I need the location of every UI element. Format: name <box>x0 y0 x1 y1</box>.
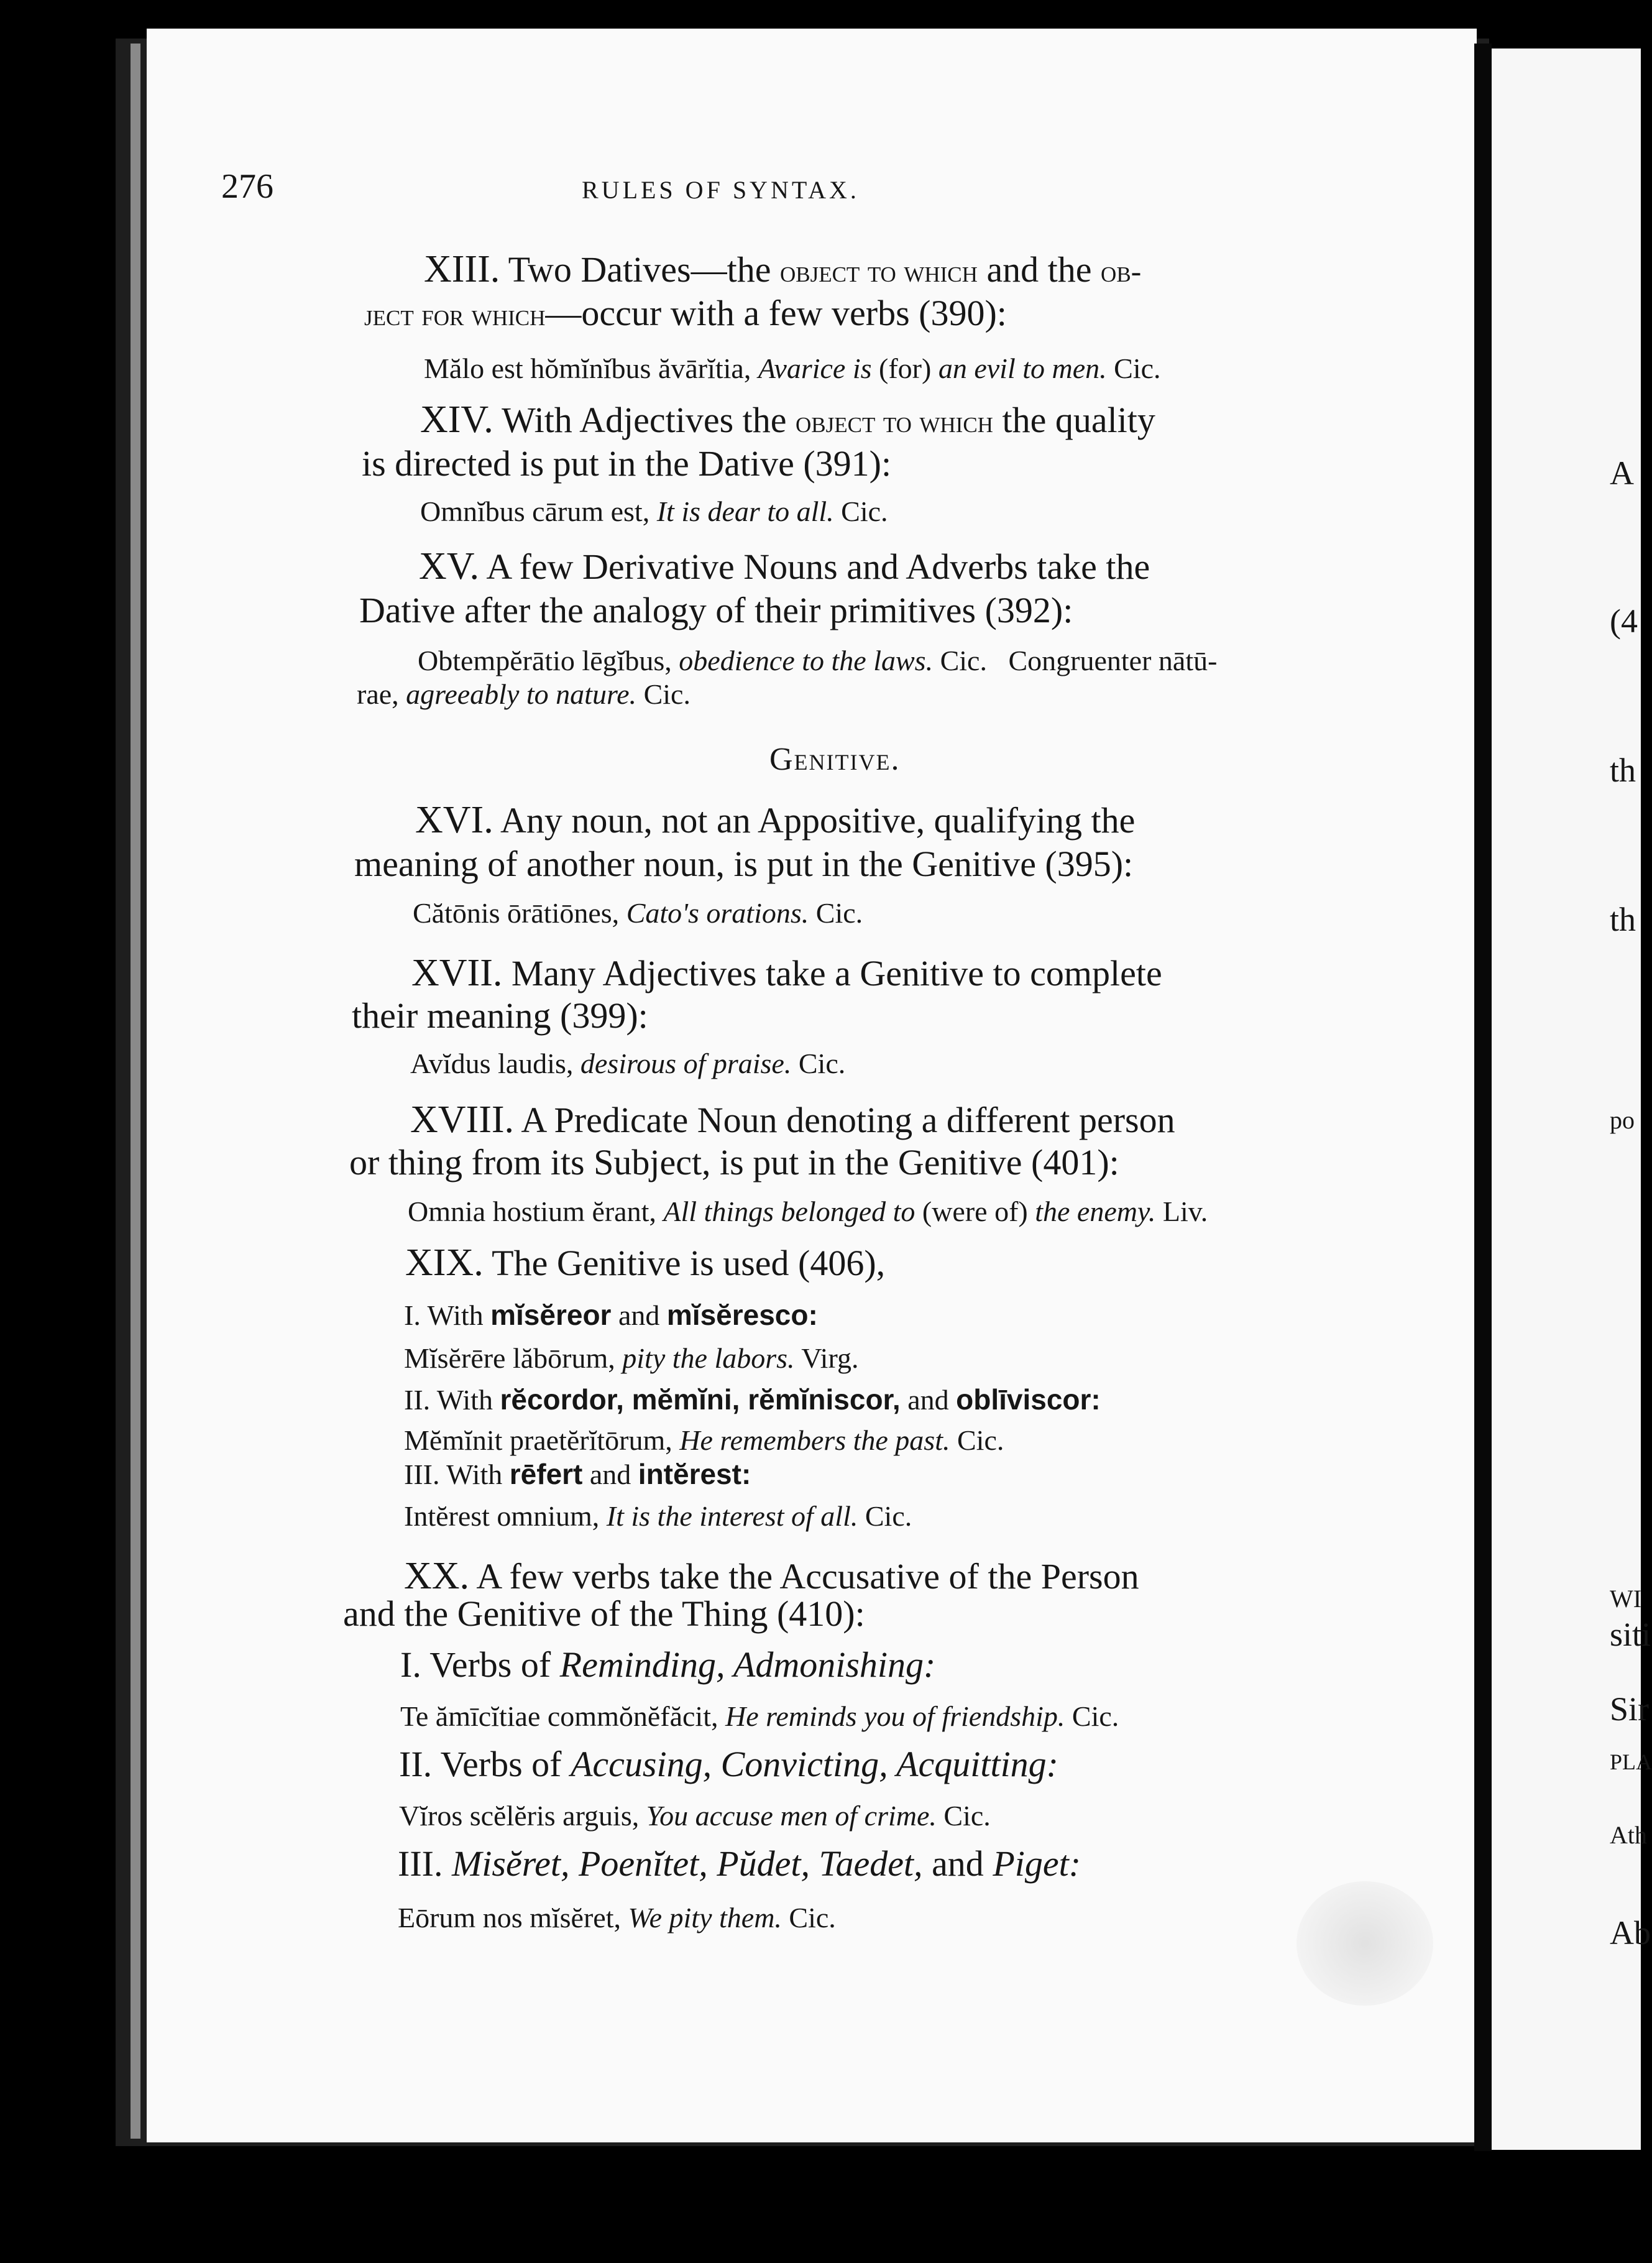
source: Cic. <box>1114 353 1161 384</box>
subrule-italic: Piget: <box>993 1843 1081 1884</box>
source: Cic. <box>957 1424 1004 1456</box>
source: Cic. <box>815 897 863 929</box>
source: Cic. <box>943 1800 991 1832</box>
example-line <box>408 1195 1208 1228</box>
rule-text: With Adjectives the <box>502 400 787 440</box>
latin-example: Avĭdus laudis, <box>410 1048 574 1079</box>
subrule-line <box>399 1743 1058 1785</box>
facing-text: po <box>1610 1106 1635 1134</box>
rule-number: XV. <box>419 545 480 588</box>
latin-example: Eōrum nos mĭsĕret, <box>398 1902 621 1933</box>
rule-number: XX. <box>404 1555 470 1597</box>
latin-example: Te ămīcĭtiae commŏnĕfăcit, <box>400 1700 718 1732</box>
example-line <box>410 1047 845 1080</box>
translation: obedience to the laws. <box>679 645 934 676</box>
rule-line: is directed is put in the Dative (391): <box>362 443 892 484</box>
source: Cic. <box>940 645 987 676</box>
rule-small-caps: ob- <box>1101 254 1142 288</box>
rule-number: XVIII. <box>410 1099 514 1141</box>
subrule-line <box>398 1843 1081 1884</box>
subrule-text: and <box>589 1459 631 1490</box>
example-line <box>404 1424 1004 1457</box>
translation: All things belonged to <box>663 1196 915 1227</box>
rule-text: and the <box>986 249 1092 290</box>
rule-text: A Predicate Noun denoting a different person <box>521 1100 1175 1140</box>
example-line <box>357 678 691 711</box>
source: Liv. <box>1162 1196 1208 1227</box>
subrule-label: II. Verbs of <box>399 1744 562 1784</box>
rule-small-caps: object to which <box>779 254 978 288</box>
rule-line: their meaning (399): <box>352 995 648 1036</box>
subrule-italic: Accusing, Convicting, Acquitting: <box>570 1744 1058 1784</box>
translation: desirous of praise. <box>580 1048 792 1079</box>
example-line <box>400 1700 1119 1733</box>
verb-bold: oblīviscor: <box>956 1383 1101 1416</box>
facing-text: th <box>1610 901 1636 938</box>
rule-line <box>404 1554 1139 1598</box>
example-line <box>404 1342 858 1375</box>
rule-line: meaning of another noun, is put in the Genitive (395): <box>354 844 1134 884</box>
verb-bold: mĭsĕreor <box>490 1299 612 1331</box>
rule-line <box>424 247 1141 292</box>
rule-text: A few Derivative Nouns and Adverbs take the <box>486 546 1150 587</box>
latin-example: Cătōnis ōrātiōnes, <box>413 897 620 929</box>
source: Cic. <box>841 495 888 527</box>
facing-text: th <box>1610 752 1636 789</box>
translation: We pity them. <box>628 1902 782 1933</box>
subrule-label: I. Verbs of <box>400 1644 551 1685</box>
rule-number: XIX. <box>405 1242 484 1284</box>
translation: He remembers the past. <box>679 1424 950 1456</box>
source: Cic. <box>789 1902 836 1933</box>
rule-line <box>410 1098 1175 1142</box>
subrule-line <box>404 1383 1101 1416</box>
rule-line <box>415 798 1135 842</box>
facing-text: (4 <box>1610 602 1638 640</box>
example-line <box>399 1799 991 1832</box>
translation: the enemy. <box>1035 1196 1156 1227</box>
rule-number: XIV. <box>420 399 493 441</box>
verb-bold: rēfert <box>509 1458 583 1490</box>
translation: It is the interest of all. <box>606 1500 858 1532</box>
translation-plain: (were of) <box>922 1196 1028 1227</box>
source: Cic. <box>1072 1700 1119 1732</box>
rule-text: Many Adjectives take a Genitive to complete <box>511 953 1162 993</box>
verb-bold: rĕcordor, mĕmĭni, rĕmĭniscor, <box>500 1383 901 1416</box>
latin-example: rae, <box>357 678 399 710</box>
example-line <box>404 1500 912 1532</box>
latin-example: Omnĭbus cārum est, <box>420 495 650 527</box>
rule-line <box>405 1241 885 1285</box>
example-line <box>413 896 863 929</box>
translation: Avarice is <box>758 353 872 384</box>
subrule-label: I. With <box>404 1299 484 1331</box>
rule-line <box>364 292 1007 334</box>
latin-example: Mĕmĭnit praetĕrĭtōrum, <box>404 1424 672 1456</box>
verb-bold: intĕrest: <box>638 1458 751 1490</box>
latin-example: Intĕrest omnium, <box>404 1500 600 1532</box>
subrule-label: III. With <box>404 1459 503 1490</box>
subrule-line <box>404 1457 751 1491</box>
rule-text: The Genitive is used (406), <box>492 1243 886 1283</box>
translation: It is dear to all. <box>656 495 834 527</box>
example-line <box>424 352 1161 385</box>
rule-text: Any noun, not an Appositive, qualifying the <box>500 800 1136 841</box>
latin-example: Mĭsĕrēre lăbōrum, <box>404 1342 615 1374</box>
subrule-line <box>400 1644 935 1685</box>
facing-text: Ab <box>1610 1914 1651 1952</box>
subrule-text: and <box>618 1299 660 1331</box>
translation: agreeably to nature. <box>406 678 637 710</box>
rule-line: and the Genitive of the Thing (410): <box>343 1593 865 1634</box>
facing-text: Ath <box>1610 1821 1647 1849</box>
section-heading: Genitive. <box>769 742 901 777</box>
rule-number: XVII. <box>411 952 503 994</box>
subrule-label: III. <box>398 1843 443 1884</box>
facing-text: siti <box>1610 1616 1651 1653</box>
facing-text: PLA <box>1610 1749 1652 1774</box>
latin-example: Congruenter nātū- <box>1008 645 1218 676</box>
source: Cic. <box>865 1500 912 1532</box>
source: Virg. <box>801 1342 859 1374</box>
facing-text: A <box>1610 454 1634 492</box>
rule-text: —occur with a few verbs (390): <box>545 293 1007 333</box>
subrule-line <box>404 1298 818 1332</box>
latin-example: Vĭros scĕlĕris arguis, <box>399 1800 640 1832</box>
translation: Cato's orations. <box>626 897 809 929</box>
rule-line <box>411 951 1162 995</box>
verb-bold: mĭsĕresco: <box>666 1299 818 1331</box>
rule-small-caps: ject for which <box>364 297 546 332</box>
source: Cic. <box>643 678 691 710</box>
page-number: 276 <box>221 167 273 206</box>
facing-text: Sir <box>1610 1690 1650 1728</box>
rule-line <box>419 545 1150 589</box>
subrule-italic: Misĕret, Poenĭtet, Pŭdet, Taedet, <box>451 1843 923 1884</box>
rule-text: A few verbs take the Accusative of the Person <box>476 1556 1139 1597</box>
rule-small-caps: object to which <box>796 404 993 439</box>
subrule-label: II. With <box>404 1384 493 1416</box>
subrule-italic: Reminding, Admonishing: <box>559 1644 936 1685</box>
latin-example: Mălo est hŏmĭnĭbus ăvārĭtia, <box>424 353 751 384</box>
subrule-text: and <box>932 1843 984 1884</box>
rule-line: Dative after the analogy of their primitives (392): <box>359 590 1073 630</box>
subrule-text: and <box>907 1384 949 1416</box>
translation-plain: (for) <box>879 353 932 384</box>
facing-text: WI <box>1610 1585 1642 1613</box>
rule-text: Two Datives—the <box>508 249 771 290</box>
rule-line: or thing from its Subject, is put in the Genitive (401): <box>349 1142 1119 1182</box>
running-head: RULES OF SYNTAX. <box>582 176 860 204</box>
latin-example: Omnia hostium ĕrant, <box>408 1196 656 1227</box>
latin-example: Obtempĕrātio lēgĭbus, <box>418 645 672 676</box>
translation: pity the labors. <box>622 1342 795 1374</box>
rule-number: XVI. <box>415 799 493 841</box>
example-line <box>418 644 1217 677</box>
rule-line <box>420 398 1155 442</box>
translation: He reminds you of friendship. <box>725 1700 1065 1732</box>
source: Cic. <box>798 1048 846 1079</box>
rule-text: the quality <box>1002 400 1155 440</box>
translation: You accuse men of crime. <box>646 1800 937 1832</box>
rule-number: XIII. <box>424 248 500 290</box>
translation: an evil to men. <box>938 353 1107 384</box>
example-line <box>398 1901 836 1934</box>
example-line <box>420 495 888 528</box>
